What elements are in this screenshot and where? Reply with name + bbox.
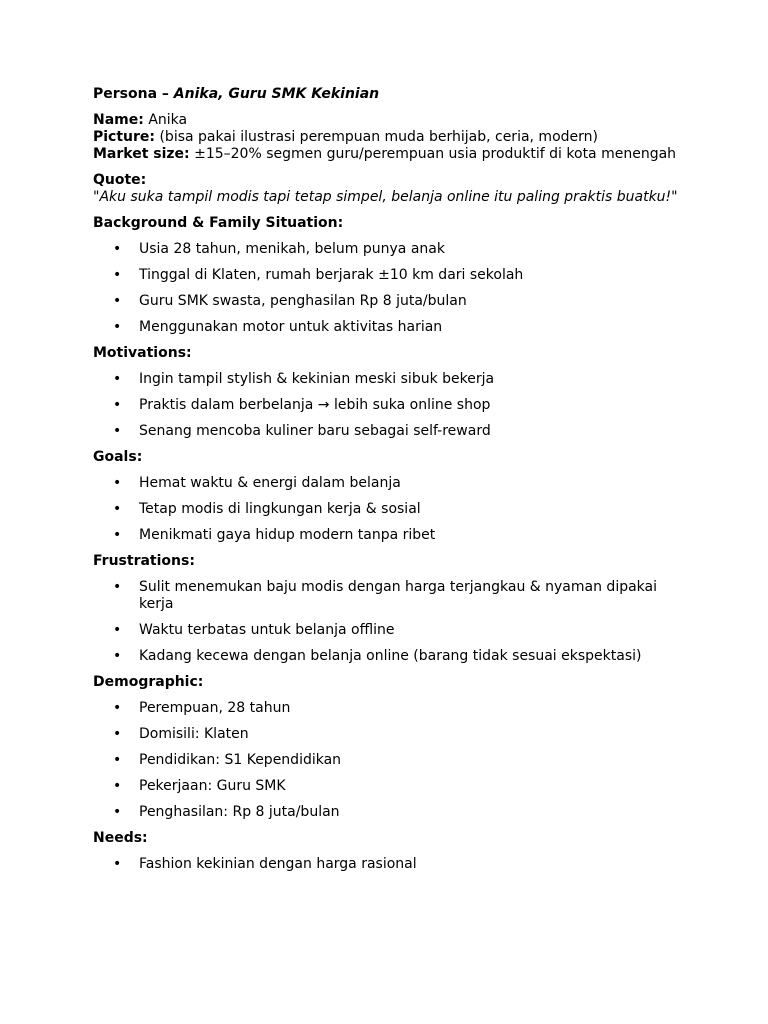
section-goals <box>93 449 683 544</box>
list-item: • Hemat waktu & energi dalam belanja <box>93 475 683 492</box>
list-item: • Menggunakan motor untuk aktivitas harian <box>93 319 683 336</box>
list-item: • Domisili: Klaten <box>93 726 683 743</box>
list-item: • Pendidikan: S1 Kependidikan <box>93 752 683 769</box>
section-title-goals: Goals: <box>93 449 143 465</box>
market-size-value: ±15–20% segmen guru/perempuan usia produktif di kota menengah <box>194 146 677 162</box>
section-demographic <box>93 674 683 821</box>
quote-block <box>93 172 683 206</box>
market-size-line <box>93 146 683 163</box>
list-item: • Kadang kecewa dengan belanja online (barang tidak sesuai ekspektasi) <box>93 648 683 665</box>
picture-value: (bisa pakai ilustrasi perempuan muda berhijab, ceria, modern) <box>159 129 598 145</box>
list-item: • Sulit menemukan baju modis dengan harga terjangkau & nyaman dipakai kerja <box>93 579 683 613</box>
frustrations-list <box>93 579 683 665</box>
list-item: • Usia 28 tahun, menikah, belum punya anak <box>93 241 683 258</box>
section-title-demographic: Demographic: <box>93 674 204 690</box>
name-value: Anika <box>148 112 188 128</box>
list-item: • Tetap modis di lingkungan kerja & sosial <box>93 501 683 518</box>
picture-label: Picture: <box>93 129 156 145</box>
section-title-motivations: Motivations: <box>93 345 192 361</box>
section-title-background: Background & Family Situation: <box>93 215 344 231</box>
name-label: Name: <box>93 112 144 128</box>
list-item: • Praktis dalam berbelanja → lebih suka online shop <box>93 397 683 414</box>
picture-line <box>93 129 683 146</box>
motivations-list <box>93 371 683 440</box>
section-motivations <box>93 345 683 440</box>
quote-text: Aku suka tampil modis tapi tetap simpel, belanja online itu paling praktis buatku! <box>99 189 672 205</box>
goals-list <box>93 475 683 544</box>
list-item: • Penghasilan: Rp 8 juta/bulan <box>93 804 683 821</box>
background-list <box>93 241 683 336</box>
title-prefix: Persona – <box>93 86 174 102</box>
list-item: • Perempuan, 28 tahun <box>93 700 683 717</box>
list-item: • Fashion kekinian dengan harga rasional <box>93 856 683 873</box>
section-title-frustrations: Frustrations: <box>93 553 195 569</box>
list-item: • Senang mencoba kuliner baru sebagai self-reward <box>93 423 683 440</box>
list-item: • Tinggal di Klaten, rumah berjarak ±10 km dari sekolah <box>93 267 683 284</box>
market-size-label: Market size: <box>93 146 190 162</box>
name-line <box>93 112 683 129</box>
section-title-needs: Needs: <box>93 830 148 846</box>
persona-content <box>93 86 683 882</box>
quote-label: Quote: <box>93 172 147 188</box>
section-frustrations <box>93 553 683 665</box>
quote-open-mark: " <box>93 189 100 205</box>
title-persona-name: Anika, Guru SMK Kekinian <box>173 86 380 102</box>
profile-block <box>93 112 683 163</box>
quote-close-mark: " <box>671 189 678 205</box>
list-item: • Guru SMK swasta, penghasilan Rp 8 juta/bulan <box>93 293 683 310</box>
demographic-list <box>93 700 683 821</box>
list-item: • Pekerjaan: Guru SMK <box>93 778 683 795</box>
quote-line <box>93 189 683 206</box>
needs-list <box>93 856 683 873</box>
list-item: • Menikmati gaya hidup modern tanpa ribet <box>93 527 683 544</box>
list-item: • Ingin tampil stylish & kekinian meski sibuk bekerja <box>93 371 683 388</box>
list-item: • Waktu terbatas untuk belanja offline <box>93 622 683 639</box>
section-needs <box>93 830 683 873</box>
persona-title <box>93 86 683 103</box>
section-background <box>93 215 683 336</box>
